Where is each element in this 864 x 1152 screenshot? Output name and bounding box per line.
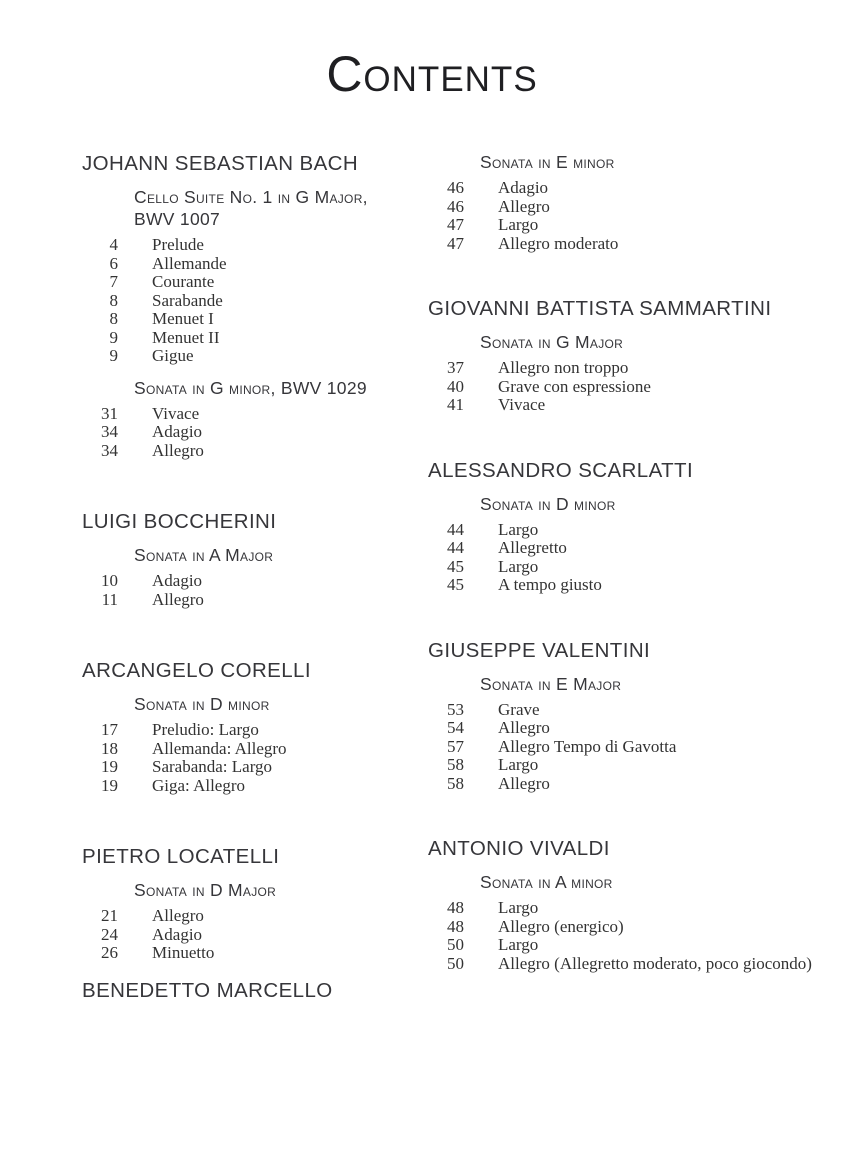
movement-title: Allegro (498, 773, 550, 793)
movement-title: Allegro (energico) (498, 916, 624, 936)
composer-section (82, 659, 418, 795)
toc-column-right (428, 140, 848, 973)
toc-row (82, 907, 418, 926)
composer-heading: ANTONIO VIVALDI (428, 837, 610, 860)
page-number: 26 (101, 943, 118, 962)
movement-list (82, 405, 418, 461)
composer-heading: BENEDETTO MARCELLO (82, 978, 333, 1002)
movement-list (428, 701, 848, 794)
composer-heading: LUIGI BOCCHERINI (82, 510, 277, 533)
toc-row (82, 310, 418, 329)
movement-title: Largo (498, 519, 539, 539)
toc-row (428, 756, 848, 775)
toc-row (428, 738, 848, 757)
toc-row (428, 936, 848, 955)
movement-title: Allemande (152, 253, 227, 273)
toc-row (428, 216, 848, 235)
movement-title: Allegretto (498, 538, 567, 557)
composer-section (82, 510, 418, 609)
page-number: 44 (447, 538, 464, 557)
movement-list (428, 179, 848, 253)
page-number: 37 (447, 358, 464, 377)
toc-row (428, 899, 848, 918)
toc-row (82, 423, 418, 442)
movement-title: Adagio (152, 571, 203, 590)
page-number: 45 (447, 575, 464, 594)
movement-title: Adagio (152, 422, 203, 441)
work-subtitle: Sonata in D minor (480, 493, 616, 514)
composer-section (428, 151, 848, 253)
composer-heading: ARCANGELO CORELLI (82, 659, 311, 682)
toc-row (82, 591, 418, 610)
composer-heading: ALESSANDRO SCARLATTI (428, 458, 694, 482)
page-number: 21 (101, 906, 118, 925)
movement-title: Adagio (152, 924, 203, 944)
movement-title: Vivace (498, 395, 546, 414)
toc-row (428, 235, 848, 254)
page-number: 50 (447, 953, 464, 973)
toc-row (82, 329, 418, 348)
page-number: 19 (101, 757, 118, 776)
page-number: 7 (109, 272, 118, 291)
work-subtitle: Sonata in A minor (480, 872, 613, 892)
page-number: 34 (101, 440, 118, 460)
toc-row (82, 926, 418, 945)
work-subtitle: Cello Suite No. 1 in G Major, BWV 1007 (134, 187, 368, 229)
page-number: 47 (447, 215, 464, 234)
composer-section (428, 639, 848, 794)
movement-title: Prelude (152, 235, 204, 254)
composer-heading: GIUSEPPE VALENTINI (428, 638, 651, 662)
page-number: 48 (447, 898, 464, 917)
movement-title: Preludio: Largo (152, 720, 259, 739)
movement-list (428, 899, 848, 973)
toc-row (82, 405, 418, 424)
toc-row (428, 576, 848, 595)
work-subtitle: Sonata in E minor (480, 152, 615, 172)
toc-row (428, 558, 848, 577)
movement-title: Allegro Tempo di Gavotta (498, 736, 677, 756)
movement-title: Adagio (498, 178, 549, 197)
movement-title: Giga: Allegro (152, 775, 246, 795)
page-number: 24 (101, 924, 118, 944)
movement-list (428, 521, 848, 595)
movement-title: Minuetto (152, 943, 215, 962)
movement-title: Allegro moderato (498, 233, 619, 253)
page-number: 34 (101, 422, 118, 441)
toc-row (428, 179, 848, 198)
movement-title: Allegro non troppo (498, 358, 629, 377)
page-number: 45 (447, 556, 464, 576)
page-number: 50 (447, 935, 464, 954)
page-number: 18 (101, 738, 118, 758)
composer-heading: GIOVANNI BATTISTA SAMMARTINI (428, 297, 772, 320)
composer-section (428, 459, 848, 595)
page-number: 8 (109, 290, 118, 310)
page-number: 53 (447, 699, 464, 719)
composer-section (82, 152, 418, 460)
toc-row (82, 777, 418, 796)
movement-title: Allegro (152, 906, 204, 925)
page-title: Contents (326, 46, 538, 102)
movement-list (82, 721, 418, 795)
movement-list (82, 572, 418, 609)
movement-title: Largo (498, 215, 539, 234)
movement-list (82, 907, 418, 963)
composer-heading: JOHANN SEBASTIAN BACH (82, 152, 359, 175)
toc-row (428, 396, 848, 415)
page-number: 46 (447, 196, 464, 216)
page-number: 6 (109, 253, 118, 273)
page-number: 57 (447, 736, 464, 756)
composer-section (82, 979, 418, 1002)
movement-title: Largo (498, 935, 539, 954)
movement-title: Menuet II (152, 327, 220, 347)
composer-section (428, 297, 848, 415)
movement-title: Menuet I (152, 309, 214, 328)
toc-row (82, 721, 418, 740)
page-number: 8 (109, 309, 118, 328)
toc-row (428, 359, 848, 378)
page-number: 4 (109, 235, 118, 254)
page-number: 40 (447, 376, 464, 396)
work-subtitle: Sonata in D Major (134, 880, 277, 900)
movement-title: Allegro (498, 718, 550, 737)
movement-title: Sarabanda: Largo (152, 757, 273, 776)
toc-row (428, 918, 848, 937)
movement-title: Allemanda: Allegro (152, 738, 287, 758)
toc-row (82, 442, 418, 461)
toc-row (428, 539, 848, 558)
work-subtitle: Sonata in D minor (134, 694, 270, 714)
movement-list (428, 359, 848, 415)
toc-row (82, 572, 418, 591)
page-number: 31 (101, 403, 118, 423)
movement-title: Allegro (498, 196, 550, 216)
toc-row (428, 775, 848, 794)
toc-row (82, 347, 418, 366)
page-number: 9 (109, 327, 118, 347)
toc-row (82, 236, 418, 255)
page-number: 9 (109, 346, 118, 365)
work-subtitle: Sonata in E Major (480, 673, 622, 694)
movement-title: Largo (498, 755, 539, 774)
work-subtitle: Sonata in G Major (480, 332, 624, 352)
movement-title: Largo (498, 898, 539, 917)
page-number: 58 (447, 773, 464, 793)
movement-title: A tempo giusto (498, 575, 602, 594)
movement-title: Gigue (152, 346, 194, 365)
toc-row (82, 273, 418, 292)
movement-title: Allegro (Allegretto moderato, poco giocondo) (498, 953, 812, 973)
page-number: 11 (101, 589, 118, 609)
page-number: 46 (447, 178, 464, 197)
toc-row (428, 378, 848, 397)
toc-row (82, 255, 418, 274)
toc-row (82, 292, 418, 311)
page-number: 58 (447, 755, 464, 774)
toc-row (428, 955, 848, 974)
toc-row (428, 701, 848, 720)
toc-row (82, 758, 418, 777)
composer-heading: PIETRO LOCATELLI (82, 845, 280, 868)
page-number: 44 (447, 519, 464, 539)
movement-title: Vivace (152, 403, 200, 423)
toc-row (428, 719, 848, 738)
movement-title: Largo (498, 556, 539, 576)
movement-title: Courante (152, 272, 215, 291)
work-subtitle: Sonata in A Major (134, 545, 274, 565)
movement-title: Allegro (152, 589, 204, 609)
movement-title: Grave (498, 699, 540, 719)
toc-row (82, 740, 418, 759)
movement-list (82, 236, 418, 366)
movement-title: Sarabande (152, 290, 223, 310)
composer-section (428, 837, 848, 973)
toc-row (82, 944, 418, 963)
page-number: 48 (447, 916, 464, 936)
movement-title: Allegro (152, 440, 204, 460)
movement-title: Grave con espressione (498, 376, 651, 396)
page-number: 10 (101, 571, 118, 590)
work-subtitle: Sonata in G minor, BWV 1029 (134, 377, 367, 398)
page-number: 41 (447, 395, 464, 414)
toc-row (428, 521, 848, 540)
composer-section (82, 845, 418, 963)
toc-row (428, 198, 848, 217)
toc-column-left (82, 140, 418, 1002)
page-number: 54 (447, 718, 464, 737)
page-number: 47 (447, 233, 464, 253)
page-number: 17 (101, 720, 118, 739)
page-number: 19 (101, 775, 118, 795)
